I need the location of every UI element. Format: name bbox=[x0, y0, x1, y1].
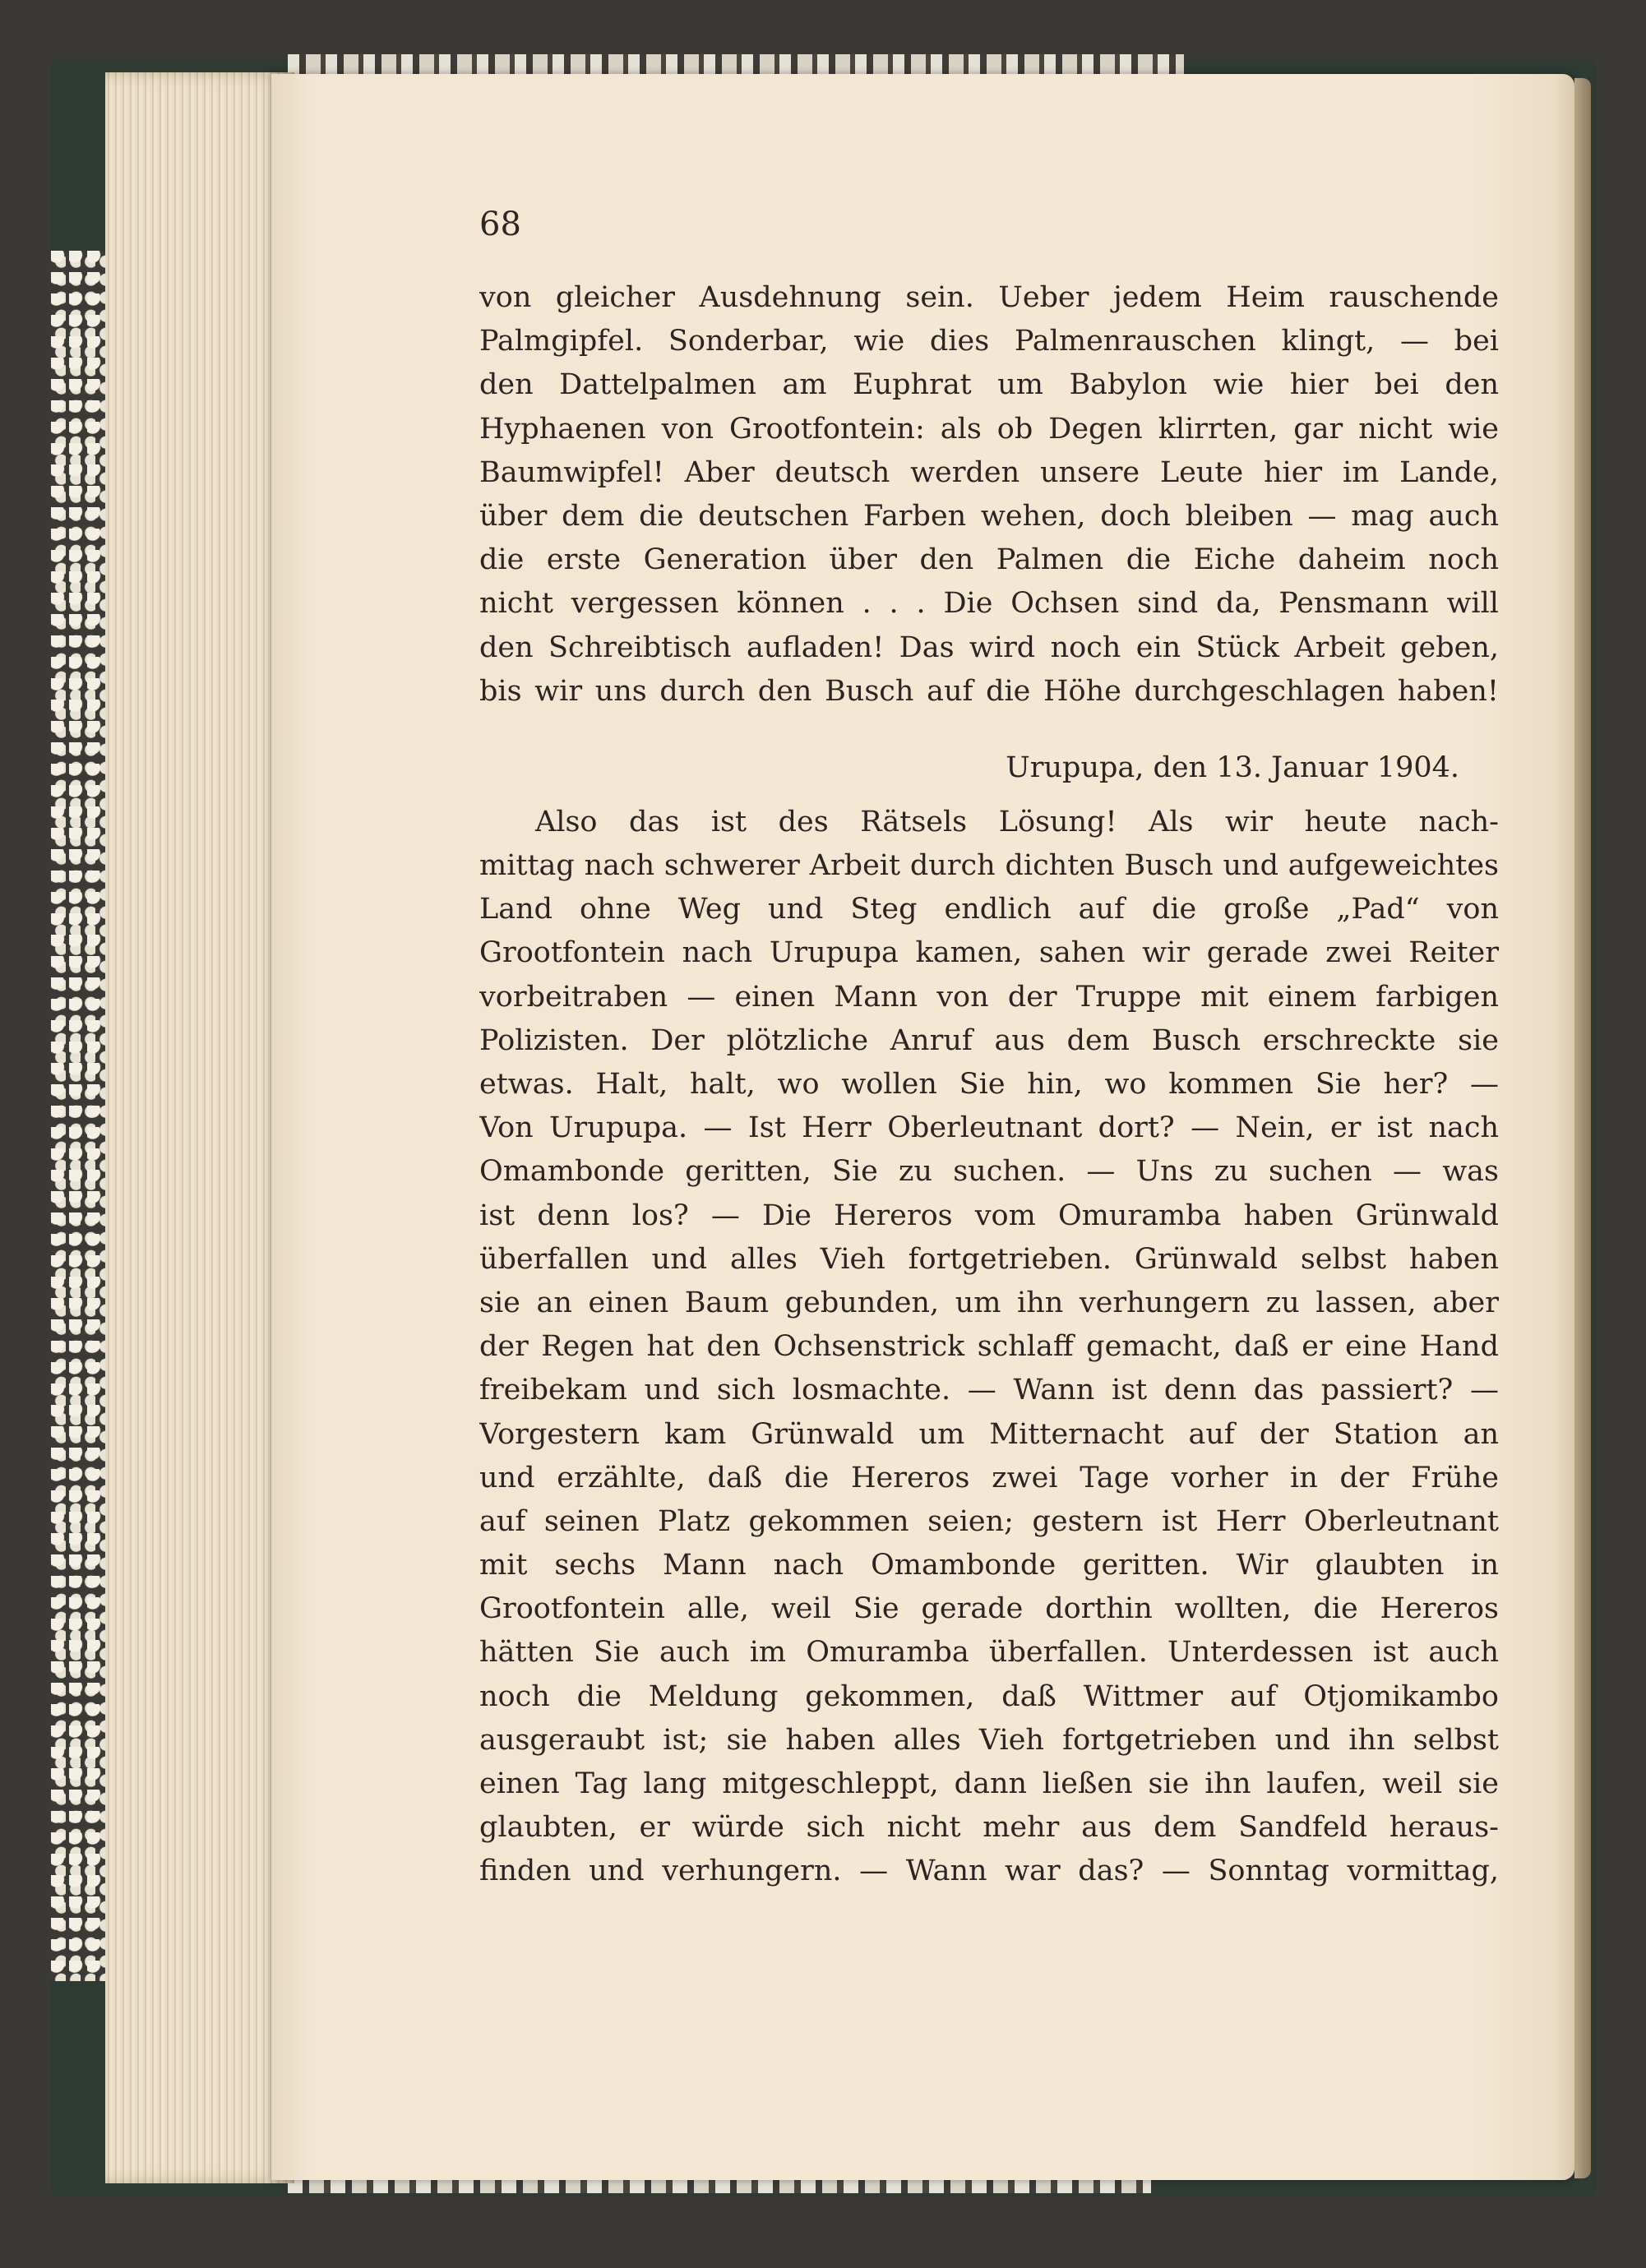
text-line: mit sechs Mann nach Omambonde geritten. Wir glaubten in bbox=[479, 1549, 1499, 1582]
text-line: Von Urupupa. — Ist Herr Oberleutnant dort? — Nein, er ist nach bbox=[479, 1111, 1499, 1145]
text-line: die erste Generation über den Palmen die Eiche daheim noch bbox=[479, 543, 1499, 577]
text-line: einen Tag lang mitgeschleppt, dann ließen sie ihn laufen, weil sie bbox=[479, 1767, 1499, 1800]
text-line: Palmgipfel. Sonderbar, wie dies Palmenrauschen klingt, — bei bbox=[479, 325, 1499, 358]
text-line: Omambonde geritten, Sie zu suchen. — Uns zu suchen — was bbox=[479, 1155, 1499, 1189]
text-line: Vorgestern kam Grünwald um Mitternacht auf der Station an bbox=[479, 1417, 1499, 1451]
text-line: von gleicher Ausdehnung sein. Ueber jedem Heim rauschende bbox=[479, 281, 1499, 314]
text-line: vorbeitraben — einen Mann von der Truppe mit einem farbigen bbox=[479, 980, 1499, 1014]
text-line: noch die Meldung gekommen, daß Wittmer auf Otjomikambo bbox=[479, 1679, 1499, 1713]
text-line: überfallen und alles Vieh fortgetrieben. Grünwald selbst haben bbox=[479, 1242, 1499, 1276]
marbled-edge-top bbox=[288, 54, 1184, 76]
text-line: Also das ist des Rätsels Lösung! Als wir heute nach- bbox=[535, 805, 1499, 838]
text-line: und erzählte, daß die Hereros zwei Tage vorher in der Frühe bbox=[479, 1461, 1499, 1494]
text-line: den Dattelpalmen am Euphrat um Babylon wie hier bei den bbox=[479, 368, 1499, 402]
page-number: 68 bbox=[479, 206, 521, 243]
text-line: Baumwipfel! Aber deutsch werden unsere Leute hier im Lande, bbox=[479, 455, 1499, 489]
text-line: der Regen hat den Ochsenstrick schlaff gemacht, daß er eine Hand bbox=[479, 1330, 1499, 1364]
text-line: Grootfontein alle, weil Sie gerade dorthin wollten, die Hereros bbox=[479, 1592, 1499, 1626]
marbled-endpaper bbox=[51, 251, 107, 1981]
text-line: ausgeraubt ist; sie haben alles Vieh fortgetrieben und ihn selbst bbox=[479, 1723, 1499, 1757]
text-line: hätten Sie auch im Omuramba überfallen. Unterdessen ist auch bbox=[479, 1636, 1499, 1670]
text-line: auf seinen Platz gekommen seien; gestern ist Herr Oberleutnant bbox=[479, 1504, 1499, 1538]
page-text bbox=[479, 276, 1499, 1894]
page-stack bbox=[105, 72, 294, 2183]
text-line: freibekam und sich losmachte. — Wann ist denn das passiert? — bbox=[479, 1374, 1499, 1407]
text-line: nicht vergessen können . . . Die Ochsen sind da, Pensmann will bbox=[479, 587, 1499, 621]
text-line: ist denn los? — Die Hereros vom Omuramba haben Grünwald bbox=[479, 1199, 1499, 1232]
text-line: bis wir uns durch den Busch auf die Höhe durchgeschlagen haben! bbox=[479, 674, 1499, 708]
text-line: mittag nach schwerer Arbeit durch dichten Busch und aufgeweichtes bbox=[479, 849, 1499, 883]
paragraph-1 bbox=[479, 276, 1499, 714]
text-line: Land ohne Weg und Steg endlich auf die große „Pad“ von bbox=[479, 893, 1499, 926]
text-line: Grootfontein nach Urupupa kamen, sahen wir gerade zwei Reiter bbox=[479, 936, 1499, 970]
text-line: Polizisten. Der plötzliche Anruf aus dem Busch erschreckte sie bbox=[479, 1023, 1499, 1057]
text-line: sie an einen Baum gebunden, um ihn verhungern zu lassen, aber bbox=[479, 1286, 1499, 1319]
text-line: über dem die deutschen Farben wehen, doch bleiben — mag auch bbox=[479, 499, 1499, 533]
text-line: den Schreibtisch aufladen! Das wird noch ein Stück Arbeit geben, bbox=[479, 631, 1499, 664]
page-edge bbox=[1574, 78, 1591, 2178]
text-line: glaubten, er würde sich nicht mehr aus dem Sandfeld heraus- bbox=[479, 1811, 1499, 1845]
dateline: Urupupa, den 13. Januar 1904. bbox=[1006, 751, 1459, 784]
text-line: finden und verhungern. — Wann war das? — Sonntag vormittag, bbox=[479, 1855, 1499, 1888]
text-line: etwas. Halt, halt, wo wollen Sie hin, wo kommen Sie her? — bbox=[479, 1068, 1499, 1101]
paragraph-2 bbox=[479, 801, 1499, 1894]
text-line: Hyphaenen von Grootfontein: als ob Degen klirrten, gar nicht wie bbox=[479, 412, 1499, 446]
